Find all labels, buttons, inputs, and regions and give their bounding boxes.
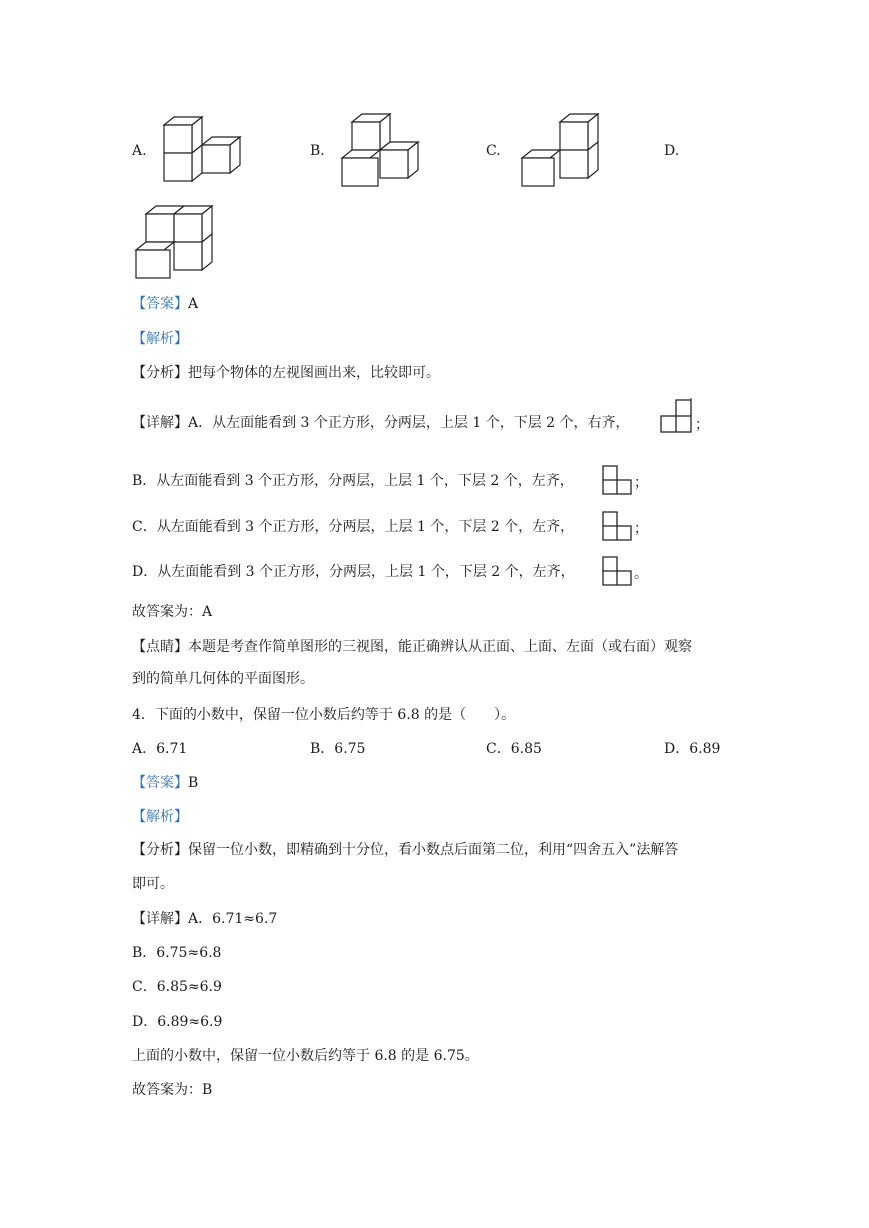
fenxi-line1: 保留一位小数，即精确到十分位，看小数点后面第二位，利用“四舍五入”法解答 <box>188 842 679 858</box>
q4-option-b: B．6.75 <box>310 741 366 757</box>
fenxi-tag: 【分析】 <box>132 365 188 381</box>
answer-value: A <box>188 296 199 312</box>
q3-conclusion: 故答案为：A <box>132 604 213 620</box>
option-a-cubes-figure <box>160 113 250 188</box>
option-d-label: D. <box>664 143 680 159</box>
answer-tag: 【答案】 <box>132 296 188 312</box>
q4-conclusion: 故答案为：B <box>132 1082 213 1098</box>
q4-option-d: D．6.89 <box>664 741 721 757</box>
q4-detail-a <box>132 910 277 928</box>
q4-analysis-tag: 【解析】 <box>132 809 188 825</box>
q4-answer <box>132 774 198 792</box>
answer-tag: 【答案】 <box>132 775 188 791</box>
detail-tag: 【详解】 <box>132 415 188 431</box>
dianjing-tag: 【点睛】 <box>132 639 188 655</box>
detail-text: A．从左面能看到 3 个正方形，分两层，上层 1 个，下层 2 个，右齐， <box>188 415 630 431</box>
step-text: A．6.71≈6.7 <box>188 911 278 927</box>
left-view-left-aligned-icon <box>601 464 637 496</box>
left-view-left-aligned-icon <box>601 510 637 542</box>
q3-detail-c <box>132 518 574 536</box>
q3-dianjing <box>132 638 692 656</box>
q4-step-b: B．6.75≈6.8 <box>132 945 222 961</box>
option-b-label: B. <box>310 143 325 159</box>
q4-summary: 上面的小数中，保留一位小数后约等于 6.8 的是 6.75。 <box>132 1048 479 1064</box>
q3-fenxi <box>132 364 440 382</box>
fenxi-text: 把每个物体的左视图画出来，比较即可。 <box>188 365 440 381</box>
option-d-cubes-figure <box>132 200 222 282</box>
option-a-label: A. <box>132 143 147 159</box>
q4-step-c: C．6.85≈6.9 <box>132 979 222 995</box>
q4-option-c: C．6.85 <box>486 741 542 757</box>
detail-end: ； <box>634 521 648 537</box>
q4-fenxi-line2: 即可。 <box>132 876 174 892</box>
q3-analysis-tag: 【解析】 <box>132 331 188 347</box>
q3-detail-b <box>132 472 574 490</box>
q4-step-d: D．6.89≈6.9 <box>132 1014 223 1030</box>
q3-answer <box>132 295 198 313</box>
q3-detail-d <box>132 563 575 581</box>
q4-option-a: A．6.71 <box>132 741 188 757</box>
option-c-cubes-figure <box>518 110 608 190</box>
left-view-left-aligned-icon <box>601 555 637 587</box>
option-b-cubes-figure <box>340 110 430 190</box>
detail-end: ； <box>634 475 648 491</box>
detail-text: B．从左面能看到 3 个正方形，分两层，上层 1 个，下层 2 个，左齐， <box>132 473 574 489</box>
detail-text: C．从左面能看到 3 个正方形，分两层，上层 1 个，下层 2 个，左齐， <box>132 519 575 535</box>
detail-end: 。 <box>634 566 648 582</box>
q4-fenxi <box>132 841 678 859</box>
fenxi-tag: 【分析】 <box>132 842 188 858</box>
answer-value: B <box>188 775 199 791</box>
detail-end: ； <box>695 417 709 433</box>
option-c-label: C. <box>486 143 501 159</box>
detail-text: D．从左面能看到 3 个正方形，分两层，上层 1 个，下层 2 个，左齐， <box>132 564 575 580</box>
q3-detail-a <box>132 414 630 432</box>
dianjing-line1: 本题是考查作简单图形的三视图，能正确辨认从正面、上面、左面（或右面）观察 <box>188 639 692 655</box>
q3-dianjing-line2: 到的简单几何体的平面图形。 <box>132 671 314 687</box>
q4-question: 4．下面的小数中，保留一位小数后约等于 6.8 的是（ ）。 <box>132 707 516 723</box>
detail-tag: 【详解】 <box>132 911 188 927</box>
left-view-right-aligned-icon <box>659 398 695 434</box>
